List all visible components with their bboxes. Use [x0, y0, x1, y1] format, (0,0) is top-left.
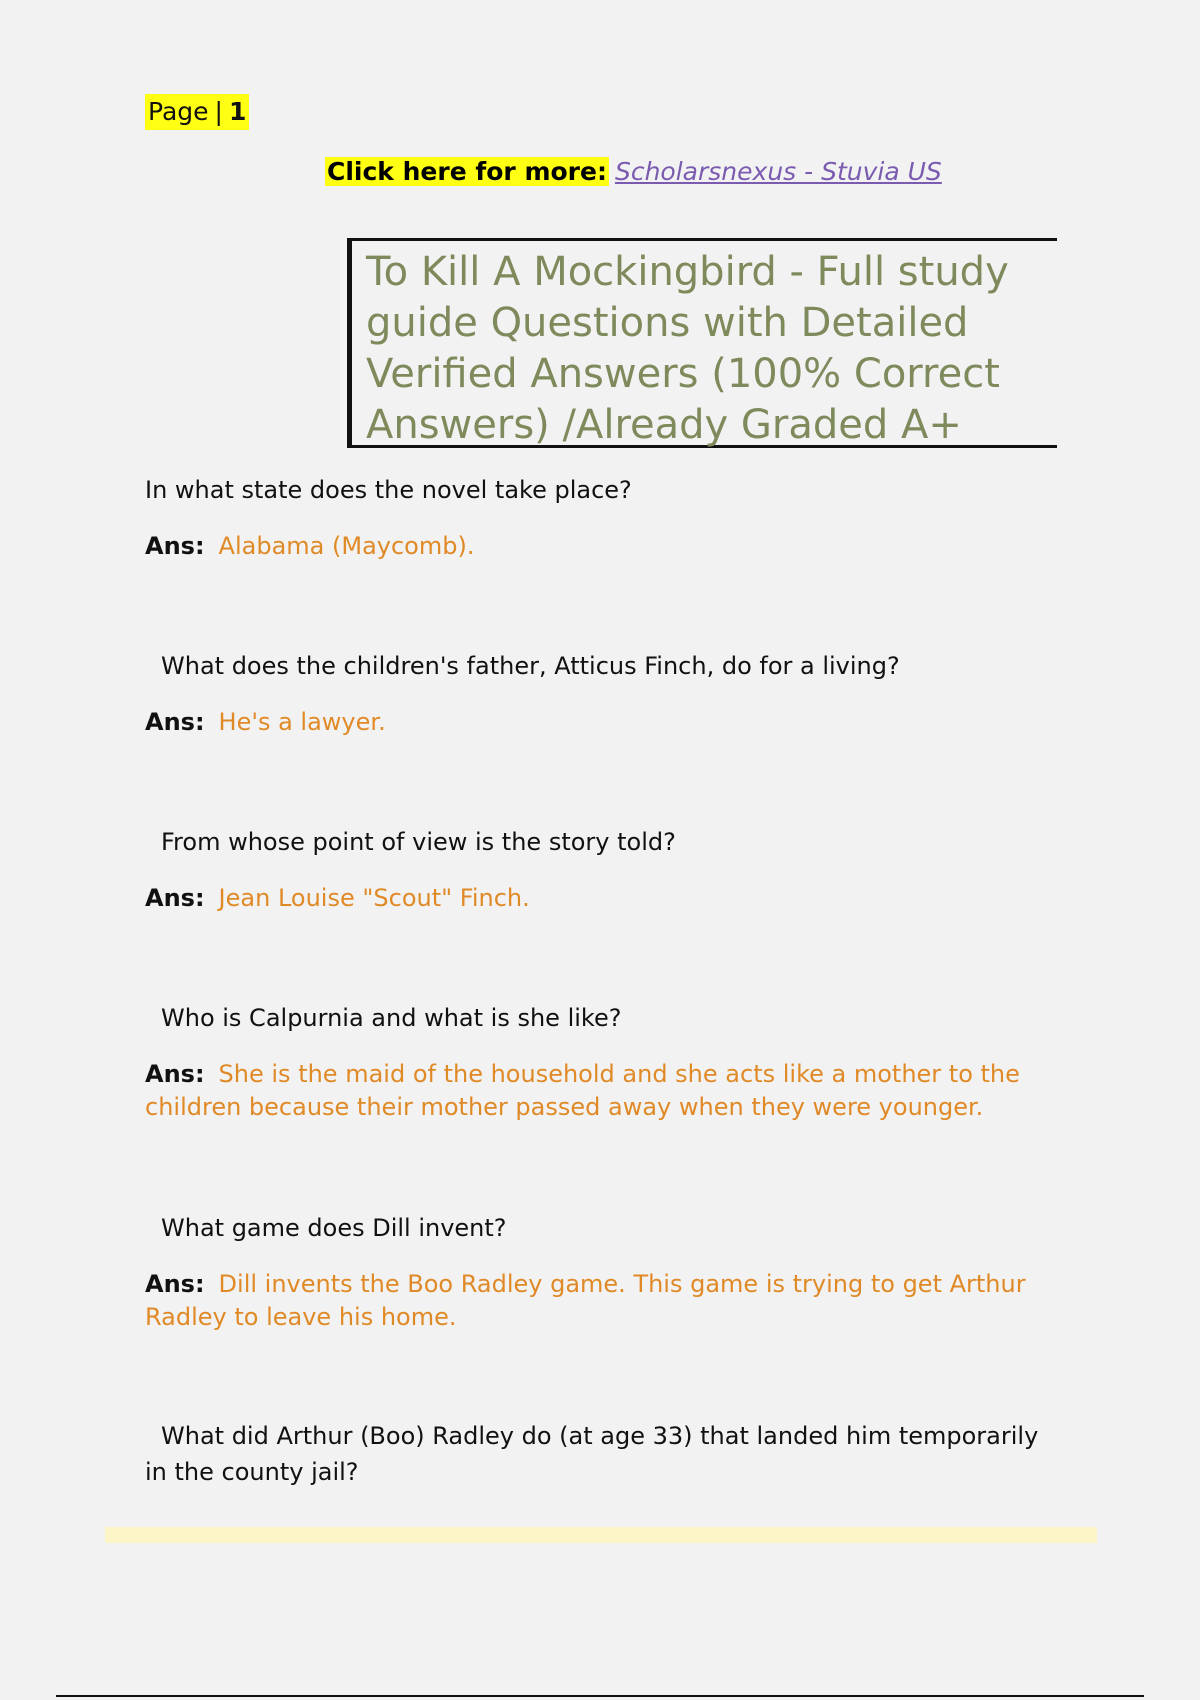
question-text: Who is Calpurnia and what is she like? [161, 1004, 622, 1032]
question-text: What game does Dill invent? [161, 1214, 507, 1242]
footer-rule [56, 1695, 1144, 1697]
answer-label: Ans: [145, 884, 205, 912]
scholarsnexus-link[interactable]: Scholarsnexus - Stuvia US [614, 157, 942, 186]
page-label-text: Page [148, 97, 209, 126]
qa-item [145, 1000, 1045, 1124]
answer-value: He's a lawyer. [218, 708, 386, 736]
answer-label: Ans: [145, 1270, 205, 1298]
question-text: What did Arthur (Boo) Radley do (at age 33) that landed him temporarily in the county jail? [145, 1422, 1039, 1486]
more-label: Click here for more: [327, 157, 607, 186]
answer-text [145, 1058, 1045, 1124]
question-text: From whose point of view is the story told? [161, 828, 676, 856]
qa-item [145, 1418, 1045, 1490]
highlight-strip [105, 1527, 1097, 1543]
page-separator: | [214, 97, 223, 126]
answer-value: Dill invents the Boo Radley game. This game is trying to get Arthur Radley to leave his home. [145, 1270, 1026, 1331]
page-number-label [145, 94, 249, 130]
answer-label: Ans: [145, 1060, 205, 1088]
more-info-line [325, 154, 942, 190]
qa-item [145, 1210, 1045, 1334]
qa-item [145, 824, 1045, 915]
answer-text [145, 1268, 1045, 1334]
answer-text [145, 706, 1045, 739]
answer-label: Ans: [145, 532, 205, 560]
answer-value: Jean Louise "Scout" Finch. [218, 884, 530, 912]
question-text: In what state does the novel take place? [145, 476, 632, 504]
document-title: To Kill A Mockingbird - Full study guide Questions with Detailed Verified Answers (100% Correct Answers) /Already Graded A+ [366, 249, 1009, 448]
page-number: 1 [228, 97, 247, 126]
answer-value: Alabama (Maycomb). [218, 532, 475, 560]
answer-label: Ans: [145, 708, 205, 736]
qa-item [145, 472, 1045, 563]
answer-text [145, 530, 1045, 563]
document-title-box [347, 238, 1057, 448]
question-text: What does the children's father, Atticus Finch, do for a living? [161, 652, 900, 680]
answer-value: She is the maid of the household and she acts like a mother to the children because their mother passed away when they were younger. [145, 1060, 1020, 1121]
answer-text [145, 882, 1045, 915]
qa-item [145, 648, 1045, 739]
